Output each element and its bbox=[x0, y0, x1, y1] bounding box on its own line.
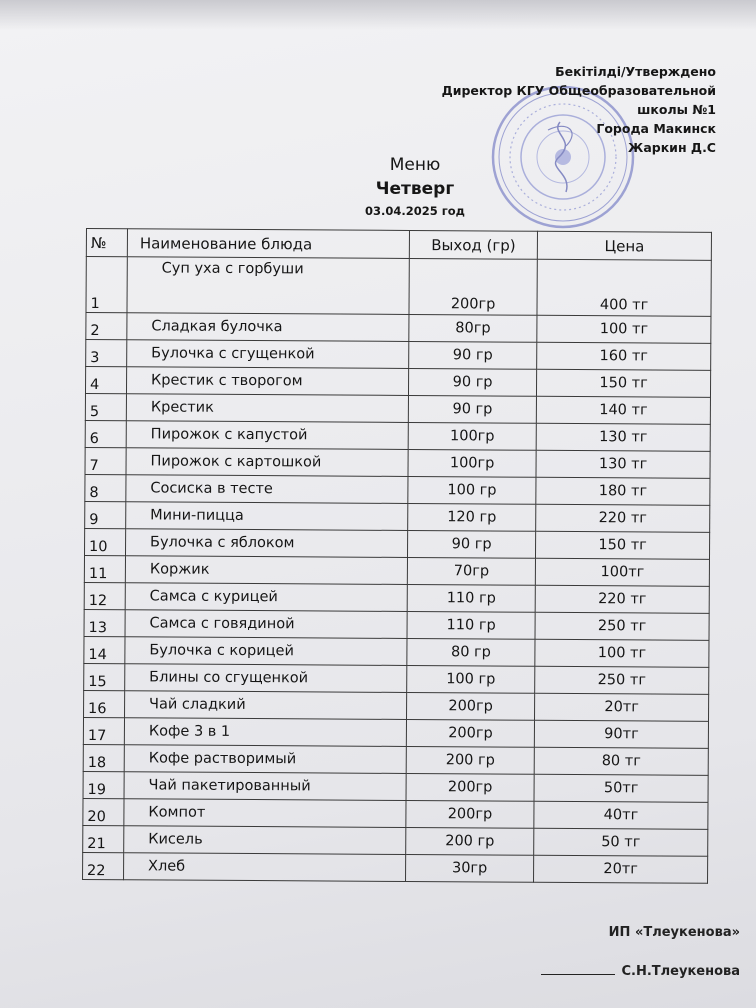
row-output: 90 гр bbox=[409, 341, 537, 369]
row-name: Булочка с сгущенкой bbox=[127, 340, 409, 369]
row-output: 200гр bbox=[406, 800, 534, 828]
approval-position: Директор КГУ Общеобразовательной bbox=[441, 83, 716, 98]
row-output: 100гр bbox=[408, 449, 536, 477]
table-row bbox=[83, 798, 708, 829]
row-price: 220 тг bbox=[535, 585, 709, 613]
footer-signature-line bbox=[541, 962, 740, 982]
table-row bbox=[84, 636, 709, 667]
row-price: 50тг bbox=[534, 774, 708, 802]
row-output: 200гр bbox=[406, 773, 534, 801]
row-name: Крестик с творогом bbox=[126, 367, 408, 396]
row-name: Суп уха с горбуши bbox=[127, 257, 409, 315]
row-output: 200 гр bbox=[406, 746, 534, 774]
row-name: Чай сладкий bbox=[124, 691, 406, 720]
row-num: 18 bbox=[83, 744, 124, 771]
row-price: 250 тг bbox=[535, 612, 709, 640]
row-num: 20 bbox=[83, 798, 124, 825]
row-num: 12 bbox=[84, 582, 125, 609]
row-name: Булочка с корицей bbox=[125, 637, 407, 666]
table-row bbox=[83, 744, 708, 775]
table-row bbox=[85, 474, 710, 505]
menu-day: Четверг bbox=[375, 179, 455, 199]
table-row bbox=[83, 852, 708, 883]
row-name: Мини-пицца bbox=[126, 502, 408, 531]
row-name: Пирожок с картошкой bbox=[126, 448, 408, 477]
row-name: Крестик bbox=[126, 394, 408, 423]
row-price: 130 тг bbox=[536, 450, 710, 478]
menu-table bbox=[82, 228, 712, 884]
footer-block bbox=[541, 922, 740, 982]
approval-heading: Бекітілді/Утверждено bbox=[555, 64, 716, 79]
menu-table-body bbox=[83, 257, 712, 884]
row-output: 90 гр bbox=[408, 368, 536, 396]
row-num: 3 bbox=[86, 340, 127, 367]
row-num: 15 bbox=[84, 663, 125, 690]
row-output: 30гр bbox=[406, 854, 534, 882]
row-price: 250 тг bbox=[535, 666, 709, 694]
row-num: 1 bbox=[86, 257, 127, 313]
row-output: 200 гр bbox=[406, 827, 534, 855]
row-num: 13 bbox=[84, 609, 125, 636]
table-row bbox=[85, 447, 710, 478]
row-name: Самса с говядиной bbox=[125, 610, 407, 639]
row-price: 150 тг bbox=[537, 369, 711, 397]
footer-org: ИП «Тлеукенова» bbox=[608, 925, 740, 940]
row-num: 21 bbox=[83, 825, 124, 852]
approval-school: школы №1 bbox=[637, 102, 716, 117]
row-price: 160 тг bbox=[537, 342, 711, 370]
row-output: 110 гр bbox=[407, 611, 535, 639]
table-row bbox=[83, 717, 708, 748]
row-price: 100 тг bbox=[535, 639, 709, 667]
page-shadow bbox=[0, 0, 756, 30]
row-num: 16 bbox=[84, 690, 125, 717]
table-row bbox=[84, 555, 709, 586]
row-output: 100 гр bbox=[407, 665, 535, 693]
row-output: 80 гр bbox=[407, 638, 535, 666]
row-num: 22 bbox=[83, 852, 124, 879]
menu-title-block bbox=[340, 153, 490, 221]
table-row bbox=[84, 663, 709, 694]
footer-signer: С.Н.Тлеукенова bbox=[621, 964, 740, 979]
approval-city: Города Макинск bbox=[596, 121, 716, 136]
row-num: 6 bbox=[85, 420, 126, 447]
row-output: 90 гр bbox=[408, 395, 536, 423]
row-num: 14 bbox=[84, 636, 125, 663]
row-name: Компот bbox=[124, 799, 406, 828]
row-name: Пирожок с капустой bbox=[126, 421, 408, 450]
row-output: 80гр bbox=[409, 314, 537, 342]
header-num: № bbox=[86, 229, 127, 257]
table-row bbox=[84, 528, 709, 559]
row-name: Самса с курицей bbox=[125, 583, 407, 612]
menu-date: 03.04.2025 год bbox=[365, 204, 465, 218]
row-output: 100 гр bbox=[408, 476, 536, 504]
row-price: 20тг bbox=[534, 855, 708, 883]
row-price: 150 тг bbox=[536, 531, 710, 559]
table-row bbox=[86, 340, 711, 371]
row-name: Булочка с яблоком bbox=[125, 529, 407, 558]
row-num: 11 bbox=[84, 555, 125, 582]
table-row bbox=[83, 825, 708, 856]
row-name: Кисель bbox=[124, 826, 406, 855]
table-row bbox=[85, 420, 710, 451]
row-price: 100тг bbox=[535, 558, 709, 586]
header-name: Наименование блюда bbox=[127, 229, 409, 259]
table-row bbox=[86, 313, 711, 344]
header-price: Цена bbox=[537, 231, 711, 260]
row-num: 2 bbox=[86, 313, 127, 340]
table-row bbox=[85, 367, 710, 398]
table-row bbox=[85, 393, 710, 424]
row-output: 200гр bbox=[406, 719, 534, 747]
row-price: 20тг bbox=[535, 693, 709, 721]
row-num: 8 bbox=[85, 474, 126, 501]
row-num: 19 bbox=[83, 771, 124, 798]
row-price: 80 тг bbox=[534, 747, 708, 775]
table-row bbox=[84, 690, 709, 721]
table-row bbox=[85, 501, 710, 532]
row-name: Сосиска в тесте bbox=[126, 475, 408, 504]
row-num: 10 bbox=[84, 528, 125, 555]
approval-director: Жаркин Д.С bbox=[628, 140, 716, 155]
row-name: Коржик bbox=[125, 556, 407, 585]
menu-title: Меню bbox=[389, 155, 441, 175]
row-output: 100гр bbox=[408, 422, 536, 450]
row-output: 200гр bbox=[409, 258, 537, 315]
row-price: 100 тг bbox=[537, 315, 711, 343]
table-row bbox=[83, 771, 708, 802]
row-output: 90 гр bbox=[408, 530, 536, 558]
row-price: 220 тг bbox=[536, 504, 710, 532]
row-price: 130 тг bbox=[536, 423, 710, 451]
row-name: Кофе 3 в 1 bbox=[124, 718, 406, 747]
table-row bbox=[86, 257, 711, 317]
row-price: 50 тг bbox=[534, 828, 708, 856]
row-price: 90тг bbox=[534, 720, 708, 748]
row-name: Хлеб bbox=[123, 853, 405, 882]
row-price: 40тг bbox=[534, 801, 708, 829]
row-num: 7 bbox=[85, 447, 126, 474]
row-price: 400 тг bbox=[537, 259, 711, 316]
row-num: 4 bbox=[85, 367, 126, 394]
row-price: 180 тг bbox=[536, 477, 710, 505]
row-output: 110 гр bbox=[407, 584, 535, 612]
row-price: 140 тг bbox=[536, 396, 710, 424]
row-num: 5 bbox=[85, 393, 126, 420]
row-num: 17 bbox=[83, 717, 124, 744]
row-output: 70гр bbox=[407, 557, 535, 585]
row-name: Блины со сгущенкой bbox=[125, 664, 407, 693]
table-header-row bbox=[86, 229, 711, 261]
row-output: 120 гр bbox=[408, 503, 536, 531]
table-row bbox=[84, 582, 709, 613]
row-output: 200гр bbox=[407, 692, 535, 720]
header-output: Выход (гр) bbox=[409, 230, 537, 259]
row-name: Кофе растворимый bbox=[124, 745, 406, 774]
table-row bbox=[84, 609, 709, 640]
signature-underline bbox=[541, 974, 615, 975]
row-name: Сладкая булочка bbox=[127, 313, 409, 342]
row-num: 9 bbox=[85, 501, 126, 528]
approval-block bbox=[442, 62, 716, 157]
row-name: Чай пакетированный bbox=[124, 772, 406, 801]
